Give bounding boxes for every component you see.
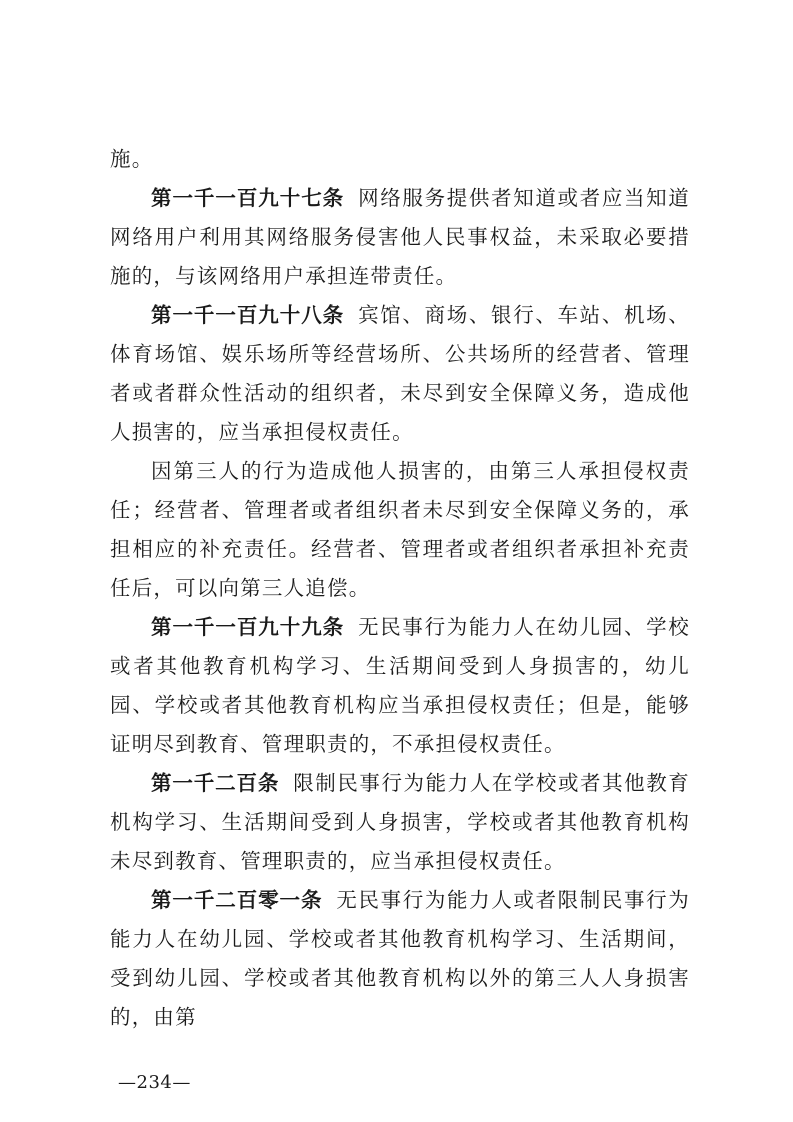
paragraph-text: 无民事行为能力人或者限制民事行为能力人在幼儿园、学校或者其他教育机构学习、生活期间，受到幼儿园、学校或者其他教育机构以外的第三人人身损害的，由第 xyxy=(110,888,691,1029)
article-heading: 第一千一百九十八条 xyxy=(151,303,345,327)
article-1200 xyxy=(110,764,690,881)
paragraph-text: 施。 xyxy=(110,147,154,171)
article-1199 xyxy=(110,608,690,764)
article-heading: 第一千二百条 xyxy=(151,771,280,795)
paragraph-text: 无民事行为能力人在幼儿园、学校或者其他教育机构学习、生活期间受到人身损害的，幼儿园、学校或者其他教育机构应当承担侵权责任；但是，能够证明尽到教育、管理职责的，不承担侵权责任。 xyxy=(110,615,690,756)
article-1201 xyxy=(110,881,690,1037)
paragraph-text: 宾馆、商场、银行、车站、机场、体育场馆、娱乐场所等经营场所、公共场所的经营者、管理者或者群众性活动的组织者，未尽到安全保障义务，造成他人损害的，应当承担侵权责任。 xyxy=(110,303,690,444)
paragraph-text: 限制民事行为能力人在学校或者其他教育机构学习、生活期间受到人身损害，学校或者其他教育机构未尽到教育、管理职责的，应当承担侵权责任。 xyxy=(110,771,691,873)
paragraph-continuation xyxy=(110,140,690,179)
page-number: —234— xyxy=(118,1072,191,1093)
article-heading: 第一千一百九十九条 xyxy=(151,615,345,639)
article-1197 xyxy=(110,179,690,296)
article-heading: 第一千一百九十七条 xyxy=(151,186,345,210)
article-heading: 第一千二百零一条 xyxy=(151,888,323,912)
paragraph-text: 网络服务提供者知道或者应当知道网络用户利用其网络服务侵害他人民事权益，未采取必要措施的，与该网络用户承担连带责任。 xyxy=(110,186,690,288)
paragraph-text: 因第三人的行为造成他人损害的，由第三人承担侵权责任；经营者、管理者或者组织者未尽到安全保障义务的，承担相应的补充责任。经营者、管理者或者组织者承担补充责任后，可以向第三人追偿。 xyxy=(110,459,690,600)
article-1198-paragraph-2 xyxy=(110,452,690,608)
article-1198 xyxy=(110,296,690,452)
document-page xyxy=(110,140,690,1037)
